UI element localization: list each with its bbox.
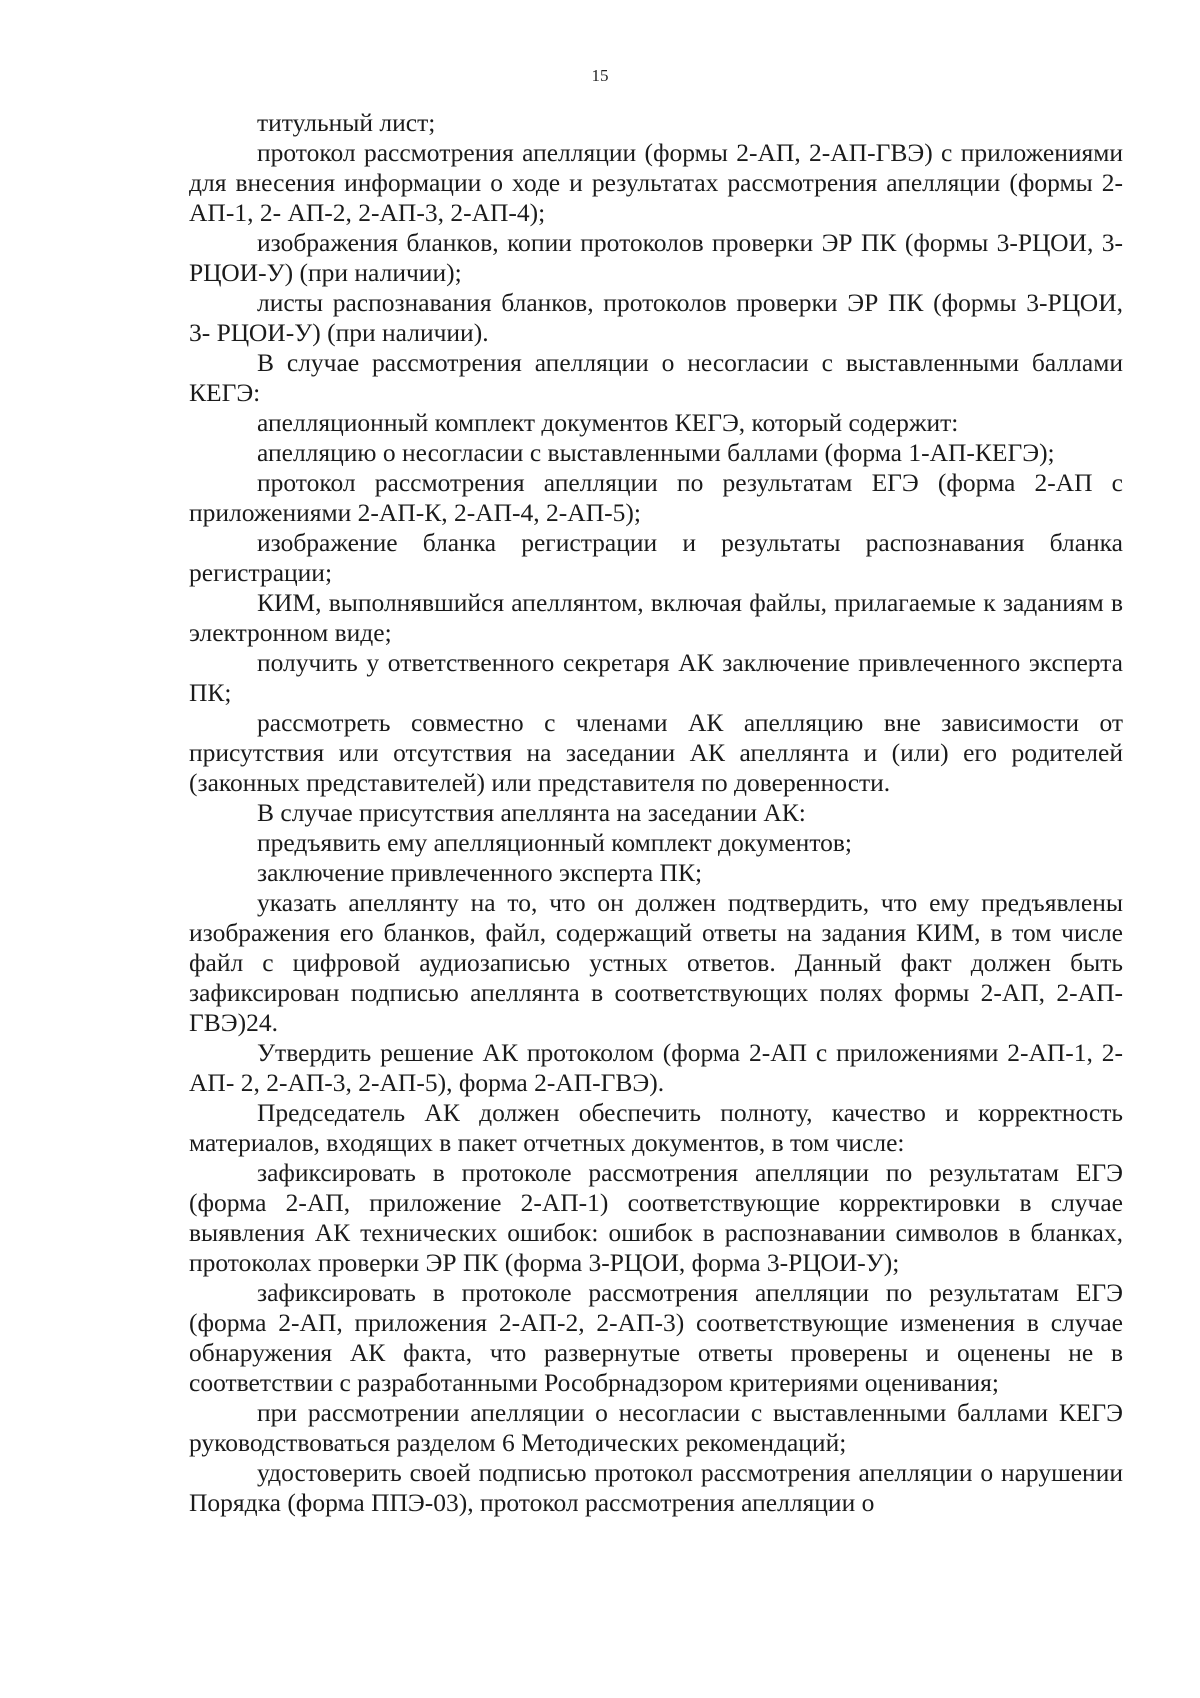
document-body — [189, 108, 1123, 1518]
paragraph: зафиксировать в протоколе рассмотрения апелляции по результатам ЕГЭ (форма 2-АП, приложения 2-АП-2, 2-АП-3) соответствующие изменения в случае обнаружения АК факта, что развернутые ответы проверены и оценены не в соответствии с разработанными Рособрнадзором критериями оценивания; — [189, 1278, 1123, 1397]
paragraph: титульный лист; — [257, 108, 436, 137]
paragraph: апелляцию о несогласии с выставленными баллами (форма 1-АП-КЕГЭ); — [257, 438, 1055, 467]
paragraph: КИМ, выполнявшийся апеллянтом, включая файлы, прилагаемые к заданиям в электронном виде; — [189, 588, 1123, 647]
paragraph: В случае рассмотрения апелляции о несогласии с выставленными баллами КЕГЭ: — [189, 348, 1123, 407]
paragraph: протокол рассмотрения апелляции по результатам ЕГЭ (форма 2-АП с приложениями 2-АП-К, 2-АП-4, 2-АП-5); — [189, 468, 1123, 527]
paragraph: Председатель АК должен обеспечить полноту, качество и корректность материалов, входящих в пакет отчетных документов, в том числе: — [189, 1098, 1123, 1157]
paragraph: рассмотреть совместно с членами АК апелляцию вне зависимости от присутствия или отсутствия на заседании АК апеллянта и (или) его родителей (законных представителей) или представителя по доверенности. — [189, 708, 1123, 797]
paragraph: изображение бланка регистрации и результаты распознавания бланка регистрации; — [189, 528, 1123, 587]
paragraph: апелляционный комплект документов КЕГЭ, который содержит: — [257, 408, 959, 437]
paragraph: Утвердить решение АК протоколом (форма 2-АП с приложениями 2-АП-1, 2-АП- 2, 2-АП-3, 2-АП-5), форма 2-АП-ГВЭ). — [189, 1038, 1123, 1097]
paragraph: указать апеллянту на то, что он должен подтвердить, что ему предъявлены изображения его бланков, файл, содержащий ответы на задания КИМ, в том числе файл с цифровой аудиозаписью устных ответов. Данный факт должен быть зафиксирован подписью апеллянта в соответствующих полях формы 2-АП, 2-АП-ГВЭ)24. — [189, 888, 1123, 1037]
paragraph: заключение привлеченного эксперта ПК; — [257, 858, 703, 887]
paragraph: протокол рассмотрения апелляции (формы 2-АП, 2-АП-ГВЭ) с приложениями для внесения информации о ходе и результатах рассмотрения апелляции (формы 2-АП-1, 2- АП-2, 2-АП-3, 2-АП-4); — [189, 138, 1123, 227]
paragraph: листы распознавания бланков, протоколов проверки ЭР ПК (формы 3-РЦОИ, 3- РЦОИ-У) (при наличии). — [189, 288, 1123, 347]
paragraph: удостоверить своей подписью протокол рассмотрения апелляции о нарушении Порядка (форма ППЭ-03), протокол рассмотрения апелляции о — [189, 1458, 1123, 1517]
paragraph: предъявить ему апелляционный комплект документов; — [257, 828, 853, 857]
paragraph: зафиксировать в протоколе рассмотрения апелляции по результатам ЕГЭ (форма 2-АП, приложение 2-АП-1) соответствующие корректировки в случае выявления АК технических ошибок: ошибок в распознавании символов в бланках, протоколах проверки ЭР ПК (форма 3-РЦОИ, форма 3-РЦОИ-У); — [189, 1158, 1123, 1277]
paragraph: В случае присутствия апеллянта на заседании АК: — [257, 798, 806, 827]
paragraph: получить у ответственного секретаря АК заключение привлеченного эксперта ПК; — [189, 648, 1123, 707]
paragraph: при рассмотрении апелляции о несогласии с выставленными баллами КЕГЭ руководствоваться разделом 6 Методических рекомендаций; — [189, 1398, 1123, 1457]
page-number: 15 — [591, 66, 609, 85]
paragraph: изображения бланков, копии протоколов проверки ЭР ПК (формы 3-РЦОИ, 3- РЦОИ-У) (при наличии); — [189, 228, 1123, 287]
